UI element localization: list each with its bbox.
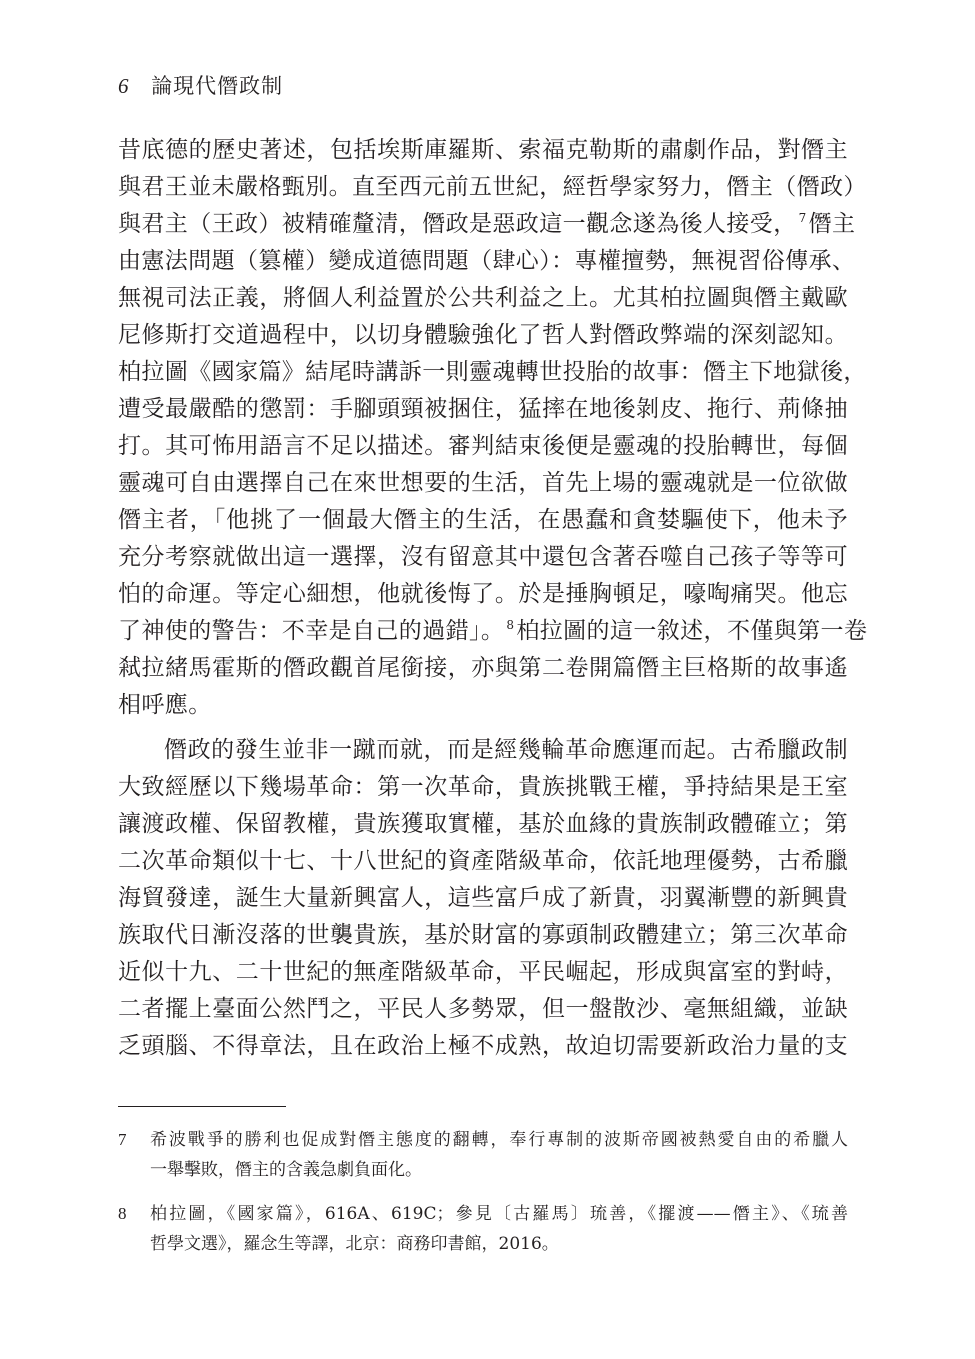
text-line: 弒拉緒馬霍斯的僭政觀首尾銜接，亦與第二卷開篇僭主巨格斯的故事遙 — [118, 655, 848, 681]
text-line: 僭主者，「他挑了一個最大僭主的生活，在愚蠢和貪婪驅使下，他未予 — [118, 507, 848, 533]
text-line: 相呼應。 — [118, 692, 212, 718]
page-number: 6 — [118, 74, 130, 98]
running-header — [118, 70, 283, 100]
text-line: 了神使的警告：不幸是自己的過錯」。 $^8$柏拉圖的這一敘述，不僅與第一卷 — [118, 618, 868, 644]
book-title: 論現代僭政制 — [151, 74, 284, 98]
text-line: 近似十九、二十世紀的無產階級革命，平民崛起，形成與富室的對峙， — [118, 959, 848, 985]
footnote-line: 希波戰爭的勝利也促成對僭主態度的翻轉，奉行專制的波斯帝國被熱愛自由的希臘人 — [150, 1130, 848, 1150]
text-line: 柏拉圖《國家篇》結尾時講訴一則靈魂轉世投胎的故事：僭主下地獄後， — [118, 359, 867, 385]
text-line: 與君主（王政）被精確釐清，僭政是惡政這一觀念遂為後人接受， $^7$僭主 — [118, 211, 856, 237]
text-line: 大致經歷以下幾場革命：第一次革命，貴族挑戰王權，爭持結果是王室 — [118, 774, 848, 800]
footnotes — [118, 1125, 848, 1273]
text-line: 與君王並未嚴格甄別。直至西元前五世紀，經哲學家努力，僭主（僭政） — [118, 174, 867, 200]
text-line: 怕的命運。等定心細想，他就後悔了。於是捶胸頓足，嚎啕痛哭。他忘 — [118, 581, 848, 607]
text-line: 乏頭腦、不得章法，且在政治上極不成熟，故迫切需要新政治力量的支 — [118, 1033, 848, 1059]
main-text — [118, 132, 868, 1065]
footnote-8 — [118, 1199, 848, 1259]
text-line: 無視司法正義，將個人利益置於公共利益之上。尤其柏拉圖與僭主戴歐 — [118, 285, 848, 311]
paragraph-2 — [118, 732, 848, 1065]
footnote-line: 柏拉圖，《國家篇》，616A、619C；參見〔古羅馬〕琉善，《擺渡——僭主》、《琉善 — [150, 1204, 848, 1224]
text-line: 尼修斯打交道過程中，以切身體驗強化了哲人對僭政弊端的深刻認知。 — [118, 322, 848, 348]
text-line: 昔底德的歷史著述，包括埃斯庫羅斯、索福克勒斯的肅劇作品，對僭主 — [118, 137, 848, 163]
text-line: 遭受最嚴酷的懲罰：手腳頭頸被捆住，猛摔在地後剝皮、拖行、荊條抽 — [118, 396, 848, 422]
text-line: 打。其可怖用語言不足以描述。審判結束後便是靈魂的投胎轉世，每個 — [118, 433, 848, 459]
footnote-divider — [118, 1106, 286, 1107]
text-line: 海貿發達，誕生大量新興富人，這些富戶成了新貴，羽翼漸豐的新興貴 — [118, 885, 848, 911]
text-line: 二者擺上臺面公然鬥之，平民人多勢眾，但一盤散沙、毫無組織，並缺 — [118, 996, 848, 1022]
text-line: 讓渡政權、保留教權，貴族獲取實權，基於血緣的貴族制政體確立；第 — [118, 811, 848, 837]
text-line: 二次革命類似十七、十八世紀的資產階級革命，依託地理優勢，古希臘 — [118, 848, 848, 874]
footnote-line: 哲學文選》，羅念生等譯，北京：商務印書館，2016。 — [150, 1234, 559, 1254]
footnote-ref-8[interactable]: 8 — [506, 618, 515, 632]
text-line: 族取代日漸沒落的世襲貴族，基於財富的寡頭制政體建立；第三次革命 — [118, 922, 848, 948]
text-line: 僭政的發生並非一蹴而就，而是經幾輪革命應運而起。古希臘政制 — [164, 737, 848, 763]
footnote-ref-7[interactable]: 7 — [798, 211, 807, 225]
footnote-number: 7 — [118, 1130, 127, 1149]
text-line: 充分考察就做出這一選擇，沒有留意其中還包含著吞噬自己孩子等等可 — [118, 544, 848, 570]
footnote-number: 8 — [118, 1204, 127, 1223]
footnote-7 — [118, 1125, 848, 1185]
paragraph-1 — [118, 132, 868, 724]
text-line: 靈魂可自由選擇自己在來世想要的生活，首先上場的靈魂就是一位欲做 — [118, 470, 848, 496]
text-line: 由憲法問題（篡權）變成道德問題（肆心）：專權擅勢，無視習俗傳承、 — [118, 248, 856, 274]
footnote-line: 一舉擊敗，僭主的含義急劇負面化。 — [150, 1160, 422, 1180]
